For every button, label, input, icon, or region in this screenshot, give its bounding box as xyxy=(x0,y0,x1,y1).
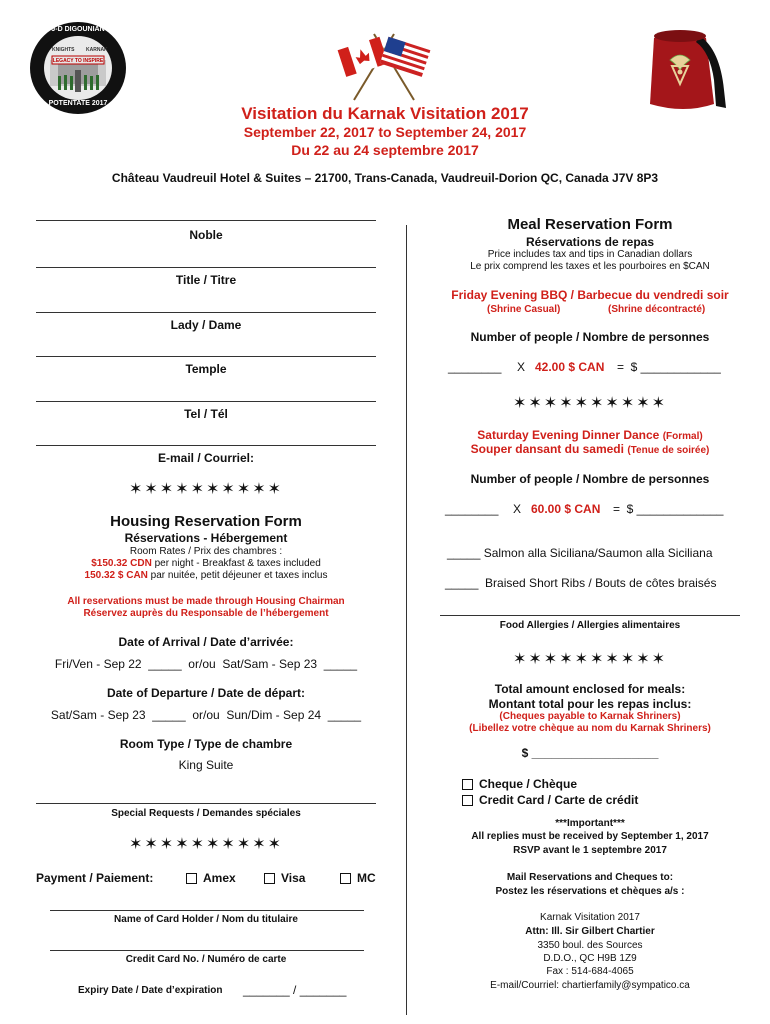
allergies-label: Food Allergies / Allergies alimentaires xyxy=(499,620,681,631)
friday-title: Friday Evening BBQ / Barbecue du vendredi soir xyxy=(451,288,729,302)
lady-label: Lady / Dame xyxy=(170,318,242,332)
credit-checkbox[interactable] xyxy=(462,795,473,806)
room-rate-en-price: $150.32 CDN xyxy=(91,558,152,569)
housing-warning-en: All reservations must be made through Housing Chairman xyxy=(67,596,345,607)
saturday-x: X xyxy=(513,502,522,516)
address-line-5: Fax : 514-684-4065 xyxy=(546,966,634,977)
arrival-label: Date of Arrival / Date d’arrivée: xyxy=(118,635,294,649)
cheque-note-fr: (Libellez votre chèque au nom du Karnak Shriners) xyxy=(469,723,711,734)
housing-warning-fr: Réservez auprès du Responsable de l’hébergement xyxy=(83,608,329,619)
temple-line[interactable] xyxy=(36,356,376,357)
saturday-title-fr xyxy=(430,442,750,456)
email-line[interactable] xyxy=(36,445,376,446)
friday-x: X xyxy=(517,360,526,374)
room-rate-fr xyxy=(36,570,376,581)
mail-title-en: Mail Reservations and Cheques to: xyxy=(506,872,674,883)
column-divider xyxy=(406,225,407,1015)
cheque-note-en: (Cheques payable to Karnak Shriners) xyxy=(499,711,681,722)
lady-line[interactable] xyxy=(36,312,376,313)
noble-label: Noble xyxy=(189,228,223,242)
cheque-label: Cheque / Chèque xyxy=(479,777,578,791)
departure-options[interactable]: Sat/Sam - Sep 23 _____ or/ou Sun/Dim - Sep 24 _____ xyxy=(50,708,362,722)
logo-center-left: KNIGHTS xyxy=(52,47,75,53)
separator-stars-2: ✶✶✶✶✶✶✶✶✶✶ xyxy=(128,836,284,853)
shriner-fez-icon xyxy=(640,20,730,112)
deadline-fr: RSVP avant le 1 septembre 2017 xyxy=(513,845,667,856)
total-subtitle: Montant total pour les repas inclus: xyxy=(488,697,692,711)
separator-stars-right-2: ✶✶✶✶✶✶✶✶✶✶ xyxy=(512,651,668,668)
total-amount-field[interactable]: $ ___________________ xyxy=(521,746,659,760)
meal-option-salmon[interactable]: _____ Salmon alla Siciliana/Saumon alla Siciliana xyxy=(447,546,713,560)
card-holder-line[interactable] xyxy=(50,910,364,911)
friday-total-field[interactable]: = $ ____________ xyxy=(617,360,721,374)
deadline-en: All replies must be received by September 1, 2017 xyxy=(471,831,709,842)
separator-stars-right: ✶✶✶✶✶✶✶✶✶✶ xyxy=(512,395,668,412)
card-number-label: Credit Card No. / Numéro de carte xyxy=(125,954,287,965)
friday-price: 42.00 $ CAN xyxy=(535,360,605,374)
meal-subtitle: Réservations de repas xyxy=(525,235,655,249)
pay-credit-option[interactable] xyxy=(462,793,638,807)
visa-checkbox[interactable] xyxy=(264,873,275,884)
total-title: Total amount enclosed for meals: xyxy=(494,682,686,696)
mc-checkbox[interactable] xyxy=(340,873,351,884)
price-note-fr: Le prix comprend les taxes et les pourboires en $CAN xyxy=(470,261,710,272)
contact-email[interactable]: E-mail/Courriel: chartierfamily@sympatico.ca xyxy=(490,980,690,991)
logo-ring-bottom: POTENTATE 2017 xyxy=(48,100,108,107)
meal-title: Meal Reservation Form xyxy=(507,216,673,233)
price-note-en: Price includes tax and tips in Canadian dollars xyxy=(487,249,693,260)
expiry-label: Expiry Date / Date d’expiration xyxy=(78,985,223,996)
friday-people-label: Number of people / Nombre de personnes xyxy=(470,330,710,344)
amex-checkbox[interactable] xyxy=(186,873,197,884)
payment-label: Payment / Paiement: xyxy=(36,871,154,885)
logo-banner: LEGACY TO INSPIRE xyxy=(52,58,104,64)
title-line[interactable] xyxy=(36,267,376,268)
saturday-title-fr-text: Souper dansant du samedi xyxy=(470,442,624,456)
event-dates-fr: Du 22 au 24 septembre 2017 xyxy=(291,142,479,158)
tel-line[interactable] xyxy=(36,401,376,402)
saturday-price: 60.00 $ CAN xyxy=(531,502,601,516)
temple-label: Temple xyxy=(185,362,227,376)
separator-stars: ✶✶✶✶✶✶✶✶✶✶ xyxy=(128,481,284,498)
room-rate-fr-price: 150.32 $ CAN xyxy=(84,570,148,581)
address-line-2: Attn: Ill. Sir Gilbert Chartier xyxy=(525,926,655,937)
logo-center-right: KARNAK xyxy=(86,47,108,53)
special-requests-line[interactable] xyxy=(36,803,376,804)
address-line-1: Karnak Visitation 2017 xyxy=(540,912,640,923)
cheque-checkbox[interactable] xyxy=(462,779,473,790)
saturday-title-en-text: Saturday Evening Dinner Dance xyxy=(477,428,660,442)
arrival-options[interactable]: Fri/Ven - Sep 22 _____ or/ou Sat/Sam - Sep 23 _____ xyxy=(54,657,358,671)
saturday-count-field[interactable]: ________ xyxy=(445,502,499,516)
room-rates-label: Room Rates / Prix des chambres : xyxy=(129,546,283,557)
important-label: ***Important*** xyxy=(555,818,625,829)
housing-subtitle: Réservations - Hébergement xyxy=(124,531,288,545)
address-line-4: D.D.O., QC H9B 1Z9 xyxy=(543,953,637,964)
pay-cheque-option[interactable] xyxy=(462,777,577,791)
email-label: E-mail / Courriel: xyxy=(157,451,255,465)
card-number-line[interactable] xyxy=(50,950,364,951)
saturday-people-label: Number of people / Nombre de personnes xyxy=(470,472,710,486)
saturday-title-en xyxy=(430,428,750,442)
title-label: Title / Titre xyxy=(175,273,237,287)
address-line-3: 3350 boul. des Sources xyxy=(537,940,643,951)
payment-mc[interactable] xyxy=(340,871,376,885)
friday-dress-fr: (Shrine décontracté) xyxy=(608,304,706,315)
special-requests-label: Special Requests / Demandes spéciales xyxy=(111,808,301,819)
payment-amex[interactable] xyxy=(186,871,236,885)
credit-label: Credit Card / Carte de crédit xyxy=(479,793,639,807)
mc-label: MC xyxy=(357,871,376,885)
page-title: Visitation du Karnak Visitation 2017 xyxy=(241,104,529,123)
departure-label: Date of Departure / Date de départ: xyxy=(106,686,306,700)
tel-label: Tel / Tél xyxy=(184,407,228,421)
logo-ring-top: J-D DIGOUNIAN xyxy=(51,26,105,33)
payment-visa[interactable] xyxy=(264,871,305,885)
crossed-flags-icon xyxy=(336,30,432,102)
friday-dress-en: (Shrine Casual) xyxy=(487,304,561,315)
noble-line[interactable] xyxy=(36,220,376,221)
saturday-dress-fr: (Tenue de soirée) xyxy=(627,445,710,456)
room-type-value: King Suite xyxy=(178,758,234,772)
friday-count-field[interactable]: ________ xyxy=(448,360,502,374)
meal-option-ribs[interactable]: _____ Braised Short Ribs / Bouts de côtes braisés xyxy=(445,576,717,590)
room-rate-en xyxy=(36,558,376,569)
room-type-label: Room Type / Type de chambre xyxy=(119,737,293,751)
card-holder-label: Name of Card Holder / Nom du titulaire xyxy=(114,914,298,925)
amex-label: Amex xyxy=(203,871,236,885)
room-rate-en-text: per night - Breakfast & taxes included xyxy=(151,558,321,569)
saturday-dress-en: (Formal) xyxy=(662,431,703,442)
mail-title-fr: Postez les réservations et chèques a/s : xyxy=(495,886,685,897)
housing-title: Housing Reservation Form xyxy=(110,513,302,530)
expiry-field[interactable]: _______ / _______ xyxy=(243,983,347,997)
saturday-total-field[interactable]: = $ _____________ xyxy=(613,502,724,516)
allergies-line[interactable] xyxy=(440,615,740,616)
visa-label: Visa xyxy=(281,871,306,885)
event-dates-en: September 22, 2017 to September 24, 2017 xyxy=(243,124,527,140)
event-location: Château Vaudreuil Hotel & Suites – 21700, Trans-Canada, Vaudreuil-Dorion QC, Canada J7V 8P3 xyxy=(111,171,659,185)
club-logo xyxy=(28,20,128,116)
room-rate-fr-text: par nuitée, petit déjeuner et taxes inclus xyxy=(147,570,328,581)
